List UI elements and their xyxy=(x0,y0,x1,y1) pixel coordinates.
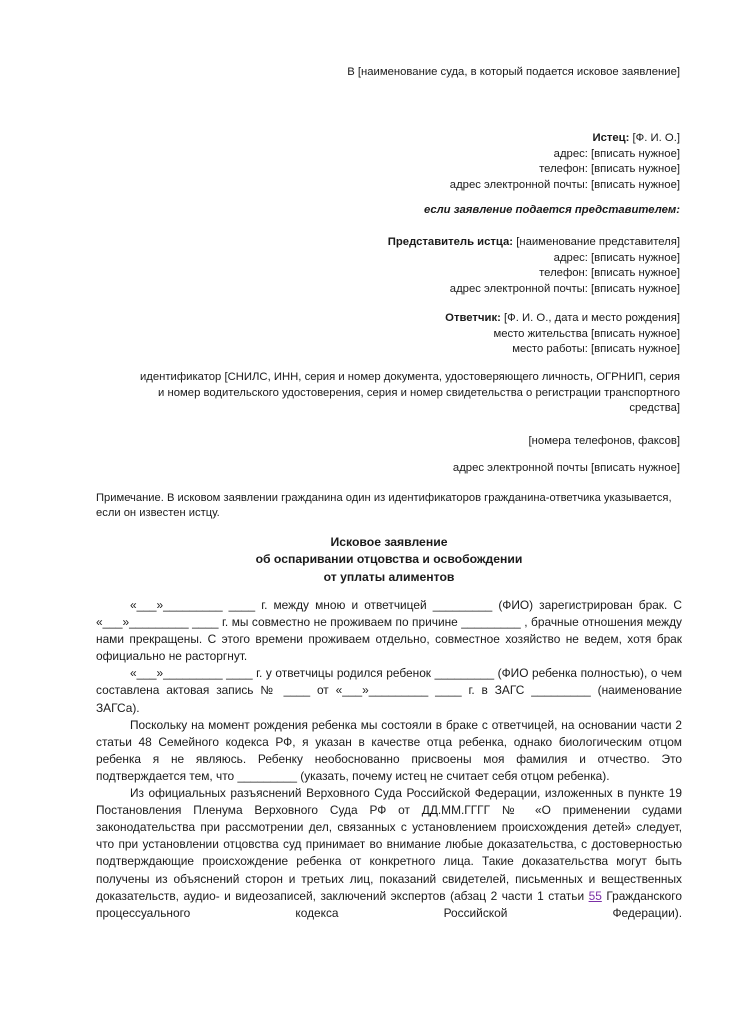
defendant-workplace: место работы: [вписать нужное] xyxy=(512,343,680,356)
paragraph-child-birth: «___»_________ ____ г. у ответчицы родился ребенок _________ (ФИО ребенка полностью), о чем составлена актовая запись № ____ от «___»_________ ____ г. в ЗАГС _________ (наименование ЗАГСа). xyxy=(96,666,682,715)
defendant-value: [Ф. И. О., дата и место рождения] xyxy=(504,312,680,324)
paragraph-supreme-court-text-after: Гражданского процессуального кодекса Российской Федерации). xyxy=(96,888,682,920)
title-line-2: об оспаривании отцовства и освобождении xyxy=(255,552,523,567)
title-line-1: Исковое заявление xyxy=(330,535,448,549)
paragraph-paternity-claim: Поскольку на момент рождения ребенка мы состояли в браке с ответчицей, на основании части 2 статьи 48 Семейного кодекса РФ, я указан в качестве отца ребенка, однако биологическим отцом ребенка я не являюсь. Ребенку необоснованно присвоены моя фамилия и отчество. Это подтверждается тем, что _________ (указать, почему истец не считает себя отцом ребенка). xyxy=(96,717,682,783)
legal-note: Примечание. В исковом заявлении гражданина один из идентификаторов гражданина-ответчика указывается, если он известен истцу. xyxy=(96,492,672,520)
paragraph-marriage: «___»_________ ____ г. между мною и ответчицей _________ (ФИО) зарегистрирован брак. С «___»_________ ____ г. мы совместно не проживаем по причине _________ , брачные отношения между нами прекращены. С этого времени проживаем отдельно, совместное хозяйство не ведем, хотя брак официально не расторгнут. xyxy=(96,598,682,664)
plaintiff-value: [Ф. И. О.] xyxy=(632,132,680,144)
representative-value: [наименование представителя] xyxy=(516,236,680,248)
plaintiff-block xyxy=(210,131,680,193)
title-line-3: от уплаты алиментов xyxy=(323,569,455,584)
paragraph-supreme-court xyxy=(96,785,682,922)
defendant-name-line xyxy=(210,311,680,327)
plaintiff-label: Истец: xyxy=(592,132,630,144)
defendant-block xyxy=(210,311,680,358)
representative-block xyxy=(210,235,680,297)
representative-email: адрес электронной почты: [вписать нужное] xyxy=(449,282,680,295)
defendant-residence: место жительства [вписать нужное] xyxy=(493,327,680,340)
plaintiff-name-line xyxy=(210,131,680,147)
plaintiff-phone: телефон: [вписать нужное] xyxy=(539,163,680,176)
representative-address: адрес: [вписать нужное] xyxy=(553,251,680,264)
representative-label: Представитель истца: xyxy=(387,236,514,248)
identifier-block: идентификатор [СНИЛС, ИНН, серия и номер документа, удостоверяющего личность, ОГРНИП, серия и номер водительского удостоверения, серия и номер свидетельства о регистрации транспортного средства] xyxy=(139,371,680,415)
plaintiff-email: адрес электронной почты: [вписать нужное] xyxy=(449,178,680,191)
phones-line: [номера телефонов, факсов] xyxy=(528,435,680,447)
representative-name-line xyxy=(210,235,680,251)
plaintiff-address: адрес: [вписать нужное] xyxy=(553,147,680,160)
email-line: адрес электронной почты [вписать нужное] xyxy=(452,462,680,474)
article-55-link[interactable]: 55 xyxy=(588,888,602,903)
defendant-label: Ответчик: xyxy=(445,312,501,324)
court-name-line: В [наименование суда, в который подается исковое заявление] xyxy=(347,66,680,78)
document-body xyxy=(96,597,682,922)
representative-phone: телефон: [вписать нужное] xyxy=(539,267,680,280)
document-title xyxy=(96,534,682,586)
paragraph-supreme-court-text-before: Из официальных разъяснений Верховного Суда Российской Федерации, изложенных в пункте 19 Постановления Пленума Верховного Суда РФ от ДД.ММ.ГГГГ № «О применении судами законодательства при рассмотрении дел, связанных с установлением происхождения детей» следует, что при установлении отцовства суд принимает во внимание любые доказательства, с достоверностью подтверждающие происхождение ребенка от конкретного лица. Такие доказательства могут быть получены из объяснений сторон и третьих лиц, показаний свидетелей, письменных и вещественных доказательств, аудио- и видеозаписей, заключений экспертов (абзац 2 части 1 статьи xyxy=(96,786,682,903)
representative-condition-note: если заявление подается представителем: xyxy=(423,204,680,216)
